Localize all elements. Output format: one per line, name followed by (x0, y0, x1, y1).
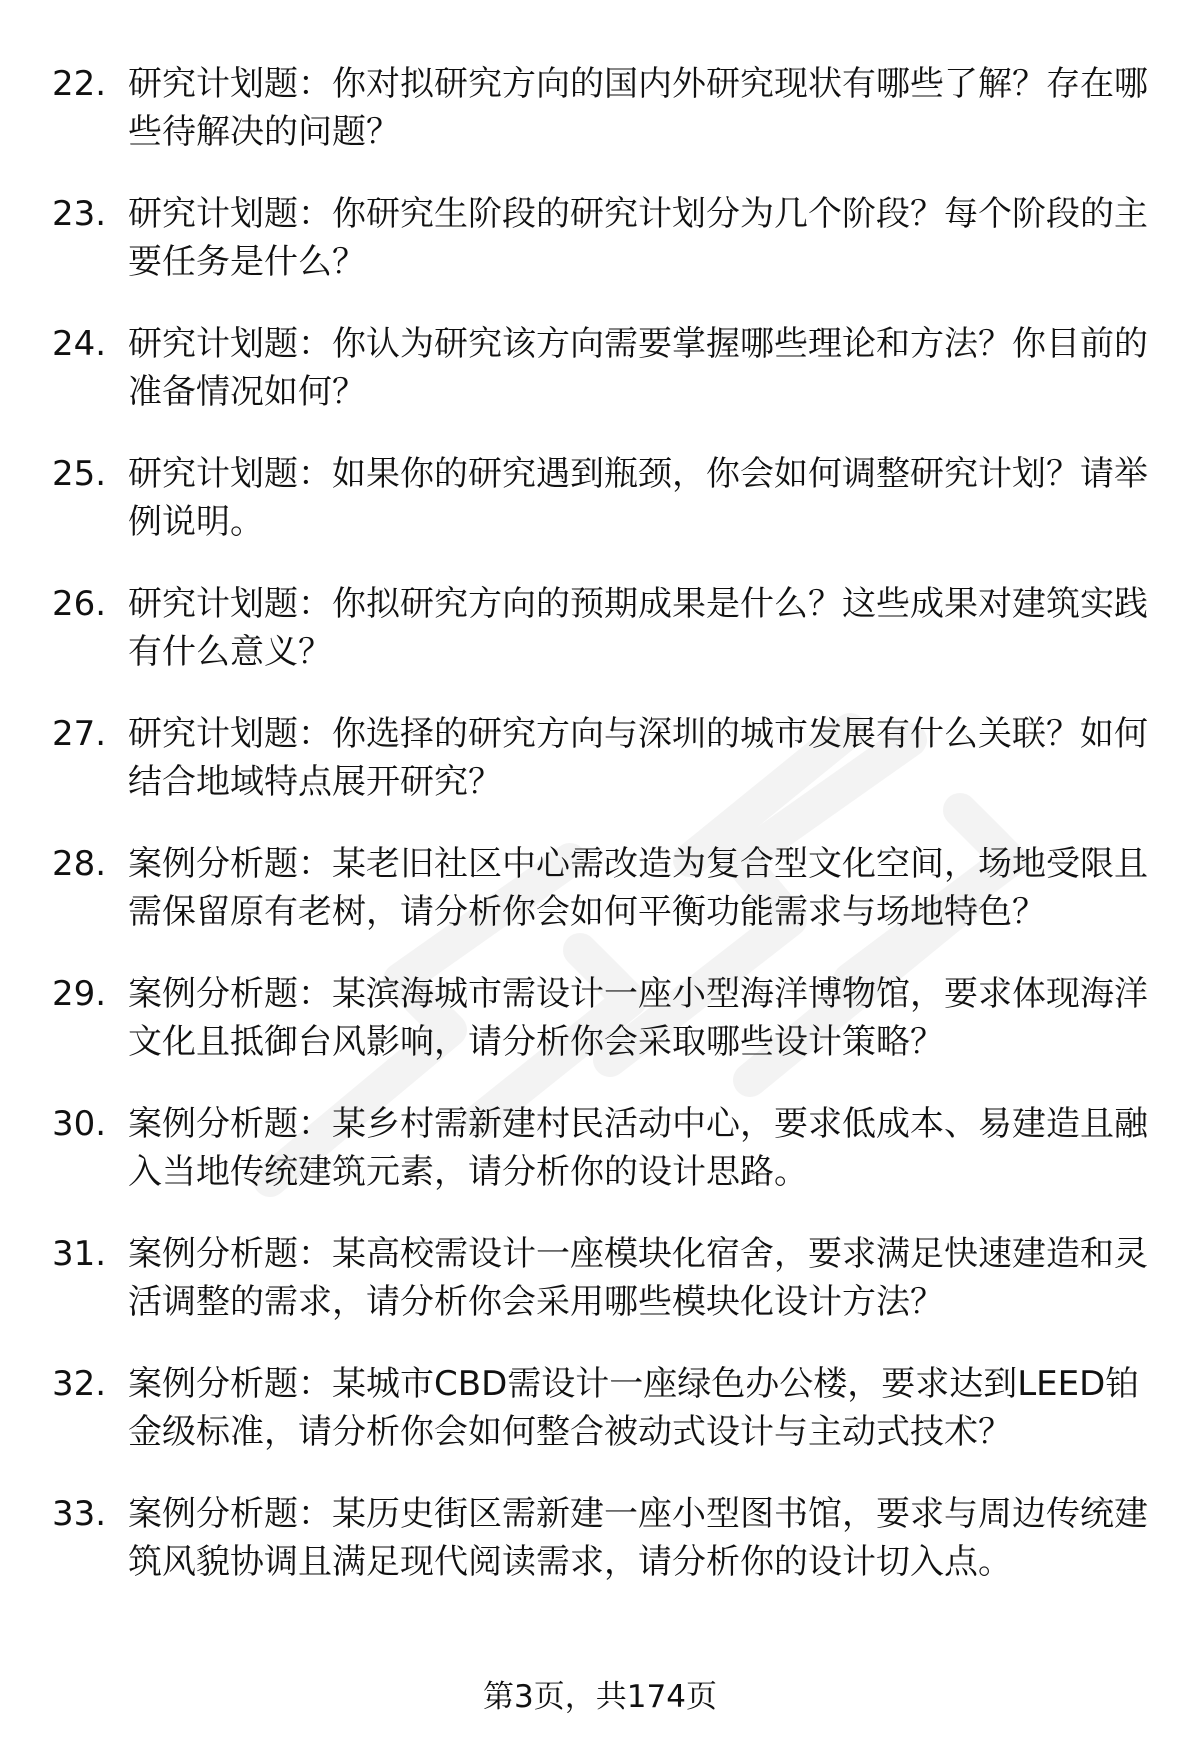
question-number: 22. (52, 64, 107, 104)
question-item-23 (0, 190, 1200, 286)
question-item-26 (0, 580, 1200, 676)
question-number: 23. (52, 194, 107, 234)
question-item-24 (0, 320, 1200, 416)
question-number: 27. (52, 714, 107, 754)
question-text: 案例分析题：某乡村需新建村民活动中心，要求低成本、易建造且融入当地传统建筑元素，请分析你的设计思路。 (128, 1104, 1148, 1192)
question-text: 案例分析题：某老旧社区中心需改造为复合型文化空间，场地受限且需保留原有老树，请分析你会如何平衡功能需求与场地特色？ (128, 844, 1148, 932)
question-text: 案例分析题：某高校需设计一座模块化宿舍，要求满足快速建造和灵活调整的需求，请分析你会采用哪些模块化设计方法？ (128, 1234, 1148, 1322)
question-item-32 (0, 1360, 1200, 1456)
question-list (0, 60, 1200, 1620)
question-text: 案例分析题：某历史街区需新建一座小型图书馆，要求与周边传统建筑风貌协调且满足现代阅读需求，请分析你的设计切入点。 (128, 1494, 1148, 1582)
question-text: 案例分析题：某滨海城市需设计一座小型海洋博物馆，要求体现海洋文化且抵御台风影响，请分析你会采取哪些设计策略？ (128, 974, 1148, 1062)
question-item-22 (0, 60, 1200, 156)
question-text: 研究计划题：你选择的研究方向与深圳的城市发展有什么关联？如何结合地域特点展开研究？ (128, 714, 1148, 802)
question-number: 29. (52, 974, 107, 1014)
question-text: 案例分析题：某城市CBD需设计一座绿色办公楼，要求达到LEED铂金级标准，请分析你会如何整合被动式设计与主动式技术？ (128, 1364, 1140, 1452)
question-item-25 (0, 450, 1200, 546)
question-text: 研究计划题：你对拟研究方向的国内外研究现状有哪些了解？存在哪些待解决的问题？ (128, 64, 1148, 152)
question-text: 研究计划题：你研究生阶段的研究计划分为几个阶段？每个阶段的主要任务是什么？ (128, 194, 1148, 282)
question-number: 28. (52, 844, 107, 884)
question-number: 26. (52, 584, 107, 624)
question-text: 研究计划题：你认为研究该方向需要掌握哪些理论和方法？你目前的准备情况如何？ (128, 324, 1148, 412)
question-item-30 (0, 1100, 1200, 1196)
question-number: 33. (52, 1494, 107, 1534)
question-item-33 (0, 1490, 1200, 1586)
question-item-28 (0, 840, 1200, 936)
question-number: 24. (52, 324, 107, 364)
question-item-27 (0, 710, 1200, 806)
question-text: 研究计划题：你拟研究方向的预期成果是什么？这些成果对建筑实践有什么意义？ (128, 584, 1148, 672)
question-number: 30. (52, 1104, 107, 1144)
question-item-31 (0, 1230, 1200, 1326)
page-footer: 第3页，共174页 (483, 1679, 717, 1715)
question-number: 31. (52, 1234, 107, 1274)
question-item-29 (0, 970, 1200, 1066)
question-text: 研究计划题：如果你的研究遇到瓶颈，你会如何调整研究计划？请举例说明。 (128, 454, 1148, 542)
question-number: 25. (52, 454, 107, 494)
question-number: 32. (52, 1364, 107, 1404)
